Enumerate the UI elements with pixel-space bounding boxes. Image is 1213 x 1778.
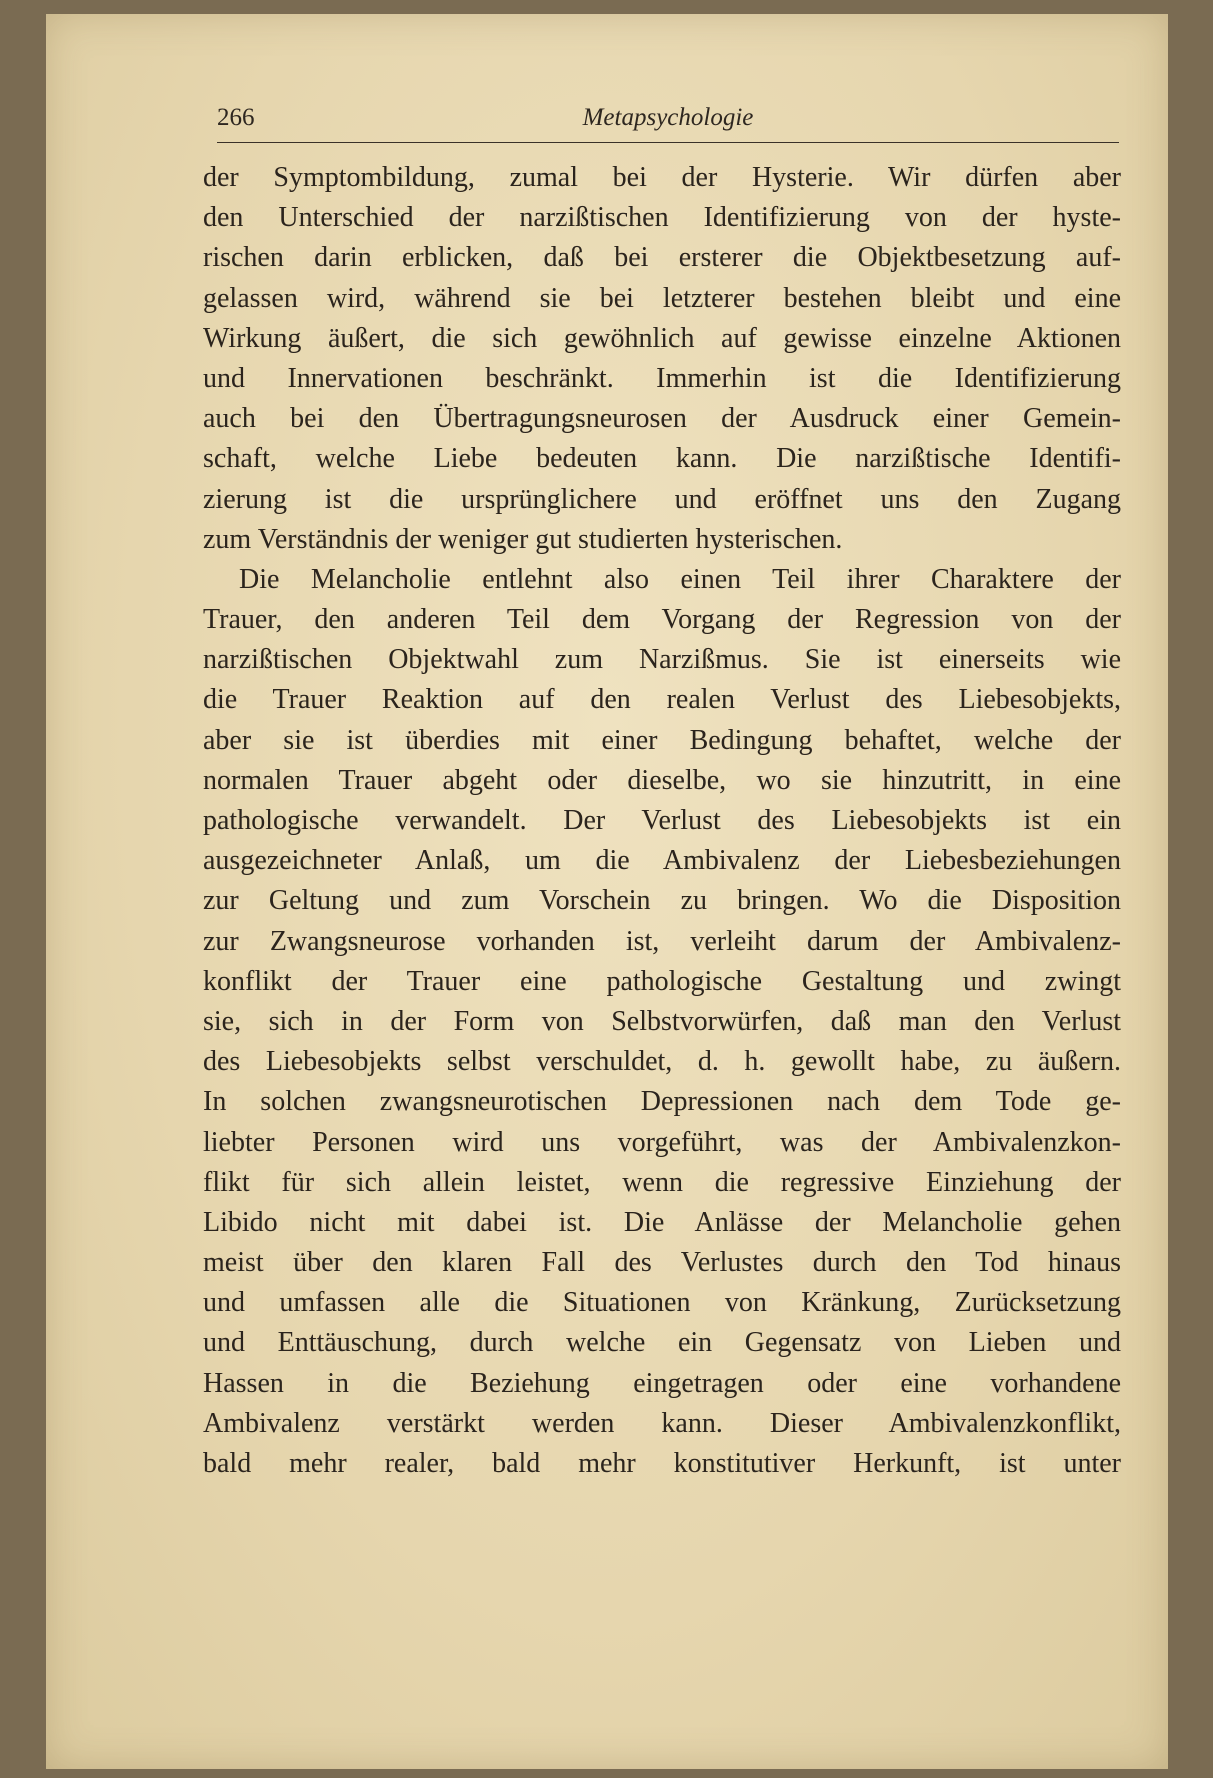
text-line: rischen darin erblicken, daß bei ersterer die Objektbesetzung auf- <box>203 242 1121 274</box>
text-line: konflikt der Trauer eine pathologische Gestaltung und zwingt <box>203 965 1121 997</box>
text-line: die Trauer Reaktion auf den realen Verlust des Liebesobjekts, <box>203 684 1121 716</box>
text-line: sie, sich in der Form von Selbstvorwürfen, daß man den Verlust <box>203 1005 1121 1037</box>
text-line: den Unterschied der narzißtischen Identifizierung von der hyste- <box>203 202 1121 234</box>
text-line: flikt für sich allein leistet, wenn die regressive Einziehung der <box>203 1166 1121 1198</box>
text-line: Trauer, den anderen Teil dem Vorgang der Regression von der <box>203 604 1121 636</box>
page-header <box>217 100 1119 143</box>
text-line: bald mehr realer, bald mehr konstitutiver Herkunft, ist unter <box>203 1448 1121 1479</box>
text-line: gelassen wird, während sie bei letzterer bestehen bleibt und eine <box>203 282 1121 314</box>
text-line: zur Zwangsneurose vorhanden ist, verleiht darum der Ambivalenz- <box>203 925 1121 957</box>
text-line: der Symptombildung, zumal bei der Hysterie. Wir dürfen aber <box>203 162 1121 193</box>
text-line: und Enttäuschung, durch welche ein Gegensatz von Lieben und <box>203 1327 1121 1359</box>
text-line-paragraph-end: zum Verständnis der weniger gut studierten hysterischen. <box>203 523 843 555</box>
text-line: und umfassen alle die Situationen von Kränkung, Zurücksetzung <box>203 1287 1121 1319</box>
text-line: schaft, welche Liebe bedeuten kann. Die narzißtische Identifi- <box>203 443 1121 475</box>
text-line: liebter Personen wird uns vorgeführt, was der Ambivalenzkon- <box>203 1126 1121 1158</box>
text-line: Libido nicht mit dabei ist. Die Anlässe der Melancholie gehen <box>203 1206 1121 1238</box>
text-line: des Liebesobjekts selbst verschuldet, d. h. gewollt habe, zu äußern. <box>203 1046 1121 1078</box>
text-line: Hassen in die Beziehung eingetragen oder eine vorhandene <box>203 1367 1121 1399</box>
text-line: zierung ist die ursprünglichere und eröffnet uns den Zugang <box>203 483 1121 515</box>
text-line-paragraph-start: Die Melancholie entlehnt also einen Teil ihrer Charaktere der <box>239 563 1121 595</box>
text-line: Wirkung äußert, die sich gewöhnlich auf gewisse einzelne Aktionen <box>203 322 1121 354</box>
page-number: 266 <box>217 104 255 131</box>
text-line: normalen Trauer abgeht oder dieselbe, wo sie hinzutritt, in eine <box>203 764 1121 796</box>
text-line: aber sie ist überdies mit einer Bedingung behaftet, welche der <box>203 724 1121 756</box>
text-line: auch bei den Übertragungsneurosen der Ausdruck einer Gemein- <box>203 403 1121 435</box>
text-line: In solchen zwangsneurotischen Depressionen nach dem Tode ge- <box>203 1086 1121 1118</box>
text-line: ausgezeichneter Anlaß, um die Ambivalenz der Liebesbeziehungen <box>203 845 1121 877</box>
text-line: Ambivalenz verstärkt werden kann. Dieser Ambivalenzkonflikt, <box>203 1407 1121 1439</box>
text-line: und Innervationen beschränkt. Immerhin ist die Identifizierung <box>203 362 1121 394</box>
text-line: pathologische verwandelt. Der Verlust des Liebesobjekts ist ein <box>203 805 1121 836</box>
text-line: zur Geltung und zum Vorschein zu bringen. Wo die Disposition <box>203 885 1121 917</box>
text-line: meist über den klaren Fall des Verlustes durch den Tod hinaus <box>203 1247 1121 1279</box>
text-line: narzißtischen Objektwahl zum Narzißmus. Sie ist einerseits wie <box>203 644 1121 676</box>
text-body <box>203 158 1121 1484</box>
running-title: Metapsychologie <box>582 104 754 131</box>
